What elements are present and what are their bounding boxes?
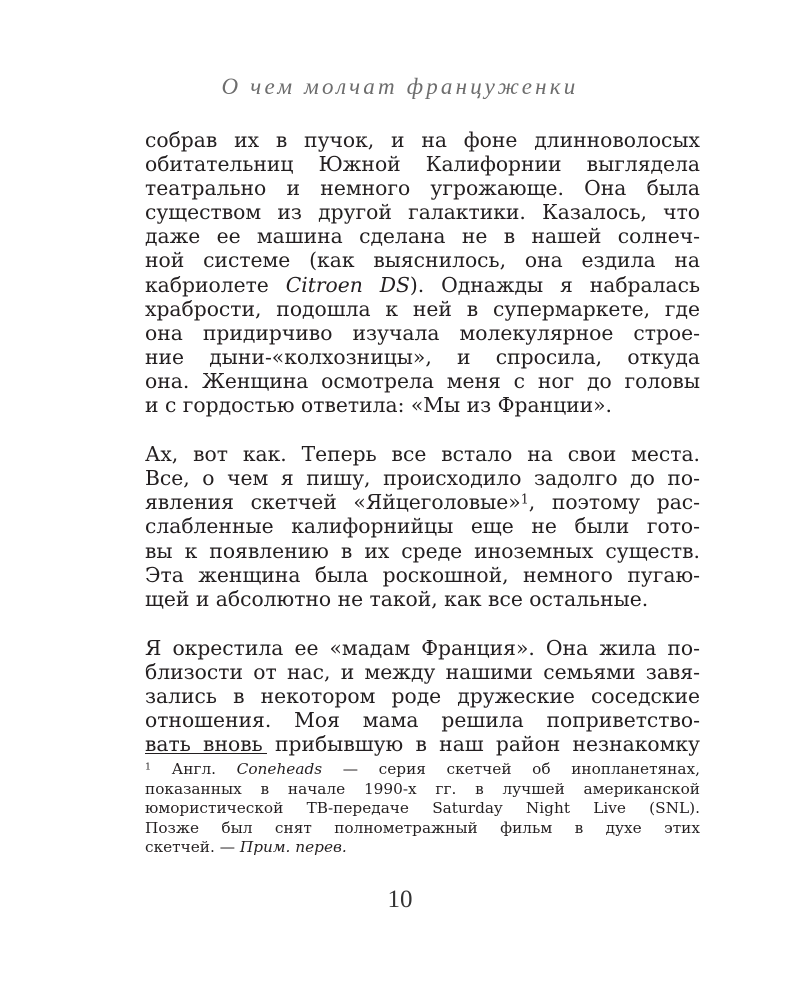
text-line: существом из другой галактики. Казалось, что	[145, 200, 700, 225]
text-line: обитательниц Южной Калифорнии выглядела	[145, 152, 700, 177]
text-line: щей и абсолютно не такой, как все остальные.	[145, 586, 649, 611]
footnote-line: юмористической ТВ-передаче Saturday Night Live (SNL).	[145, 799, 700, 817]
text-line: даже ее машина сделана не в нашей солнеч-	[145, 224, 700, 249]
text-line: собрав их в пучок, и на фоне длинноволосых	[145, 128, 700, 152]
italic-span: Citroen DS	[285, 272, 410, 297]
paragraph-1	[145, 128, 700, 417]
footnote-line: показанных в начале 1990-х гг. в лучшей американской	[145, 779, 700, 798]
text-line: Все, о чем я пишу, происходило задолго до по-	[145, 466, 700, 491]
text-line: ной системе (как выяснилось, она ездила на	[145, 248, 700, 273]
text-line: ние дыни-«колхозницы», и спросила, откуда	[145, 344, 700, 369]
text-line: она. Женщина осмотрела меня с ног до головы	[145, 368, 700, 393]
italic-span: Coneheads	[236, 760, 323, 778]
text-line: явления скетчей «Яйцеголовые»$^1$, поэтому рас-	[145, 490, 701, 515]
footnote-rule	[145, 753, 267, 754]
text-line: Я окрестила ее «мадам Франция». Она жила по-	[145, 635, 700, 660]
footnote	[145, 760, 700, 858]
text-line: Эта женщина была роскошной, немного пугаю-	[145, 562, 700, 587]
footnote-line: скетчей. — Прим. перев.	[145, 838, 347, 856]
footnote-line: Позже был снят полнометражный фильм в духе этих	[145, 818, 700, 837]
text-line: и с гордостью ответила: «Мы из Франции».	[145, 393, 613, 418]
running-head: О чем молчат француженки	[221, 74, 579, 99]
footnote-marker: 1	[520, 491, 529, 507]
text-line: вы к появлению в их среде иноземных существ.	[145, 538, 700, 563]
italic-span: Прим. перев.	[239, 838, 347, 856]
text-line: театрально и немного угрожающе. Она была	[145, 176, 700, 201]
text-line: вать вновь прибывшую в наш район незнакомку	[145, 732, 700, 757]
footnote-marker: 1	[145, 761, 152, 773]
text-line: слабленные калифорнийцы еще не были гото-	[145, 514, 700, 539]
text-line: кабриолете Citroen DS). Однажды я набралась	[145, 272, 701, 297]
text-line: храбрости, подошла к ней в супермаркете, где	[145, 296, 700, 321]
text-line: она придирчиво изучала молекулярное строе-	[145, 320, 700, 345]
text-line: Ах, вот как. Теперь все встало на свои места.	[145, 442, 700, 467]
main-text	[145, 128, 700, 781]
text-line: отношения. Моя мама решила поприветство-	[145, 708, 700, 733]
page-number: 10	[387, 886, 413, 913]
paragraph-2	[145, 442, 700, 611]
text-line: близости от нас, и между нашими семьями завя-	[145, 659, 700, 684]
footnote-line: $^1$ Англ. Coneheads — серия скетчей об инопланетянах,	[145, 760, 700, 778]
paragraph-3	[145, 636, 700, 756]
text-line: зались в некотором роде дружеские соседские	[145, 683, 700, 708]
